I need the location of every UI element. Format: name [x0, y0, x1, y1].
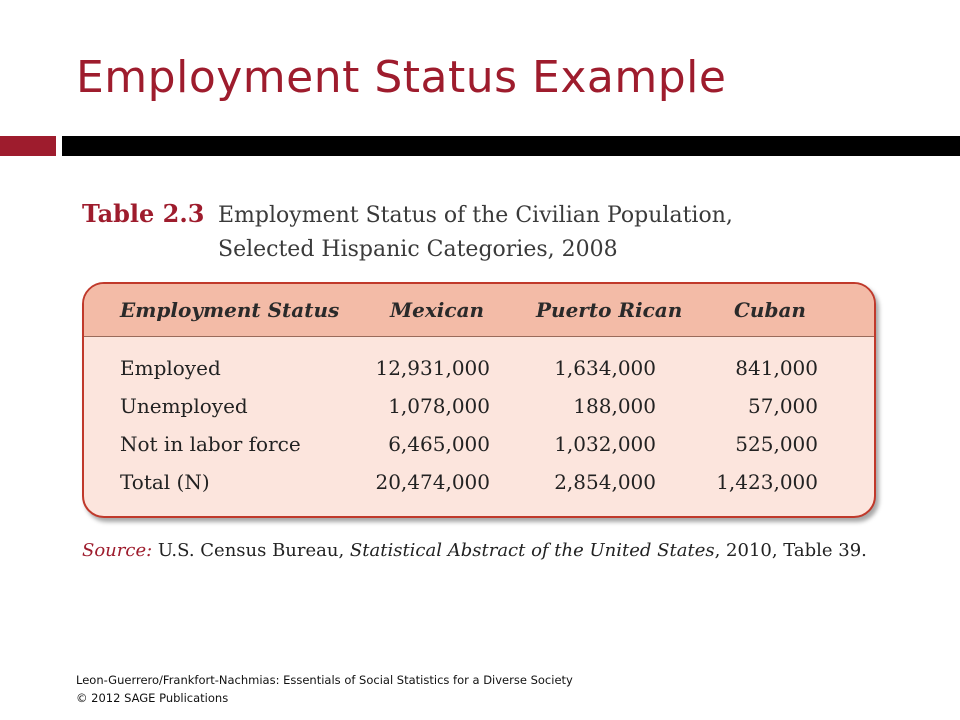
title-accent-bar [0, 136, 56, 156]
footer-citation: Leon-Guerrero/Frankfort-Nachmias: Essentials of Social Statistics for a Diverse Society [76, 673, 573, 687]
table-caption-line1: Employment Status of the Civilian Population, [218, 203, 733, 228]
data-table [82, 282, 876, 518]
cell-cuban: 525,000 [735, 432, 818, 456]
source-text-after: , 2010, Table 39. [714, 540, 867, 561]
cell-cuban: 57,000 [748, 394, 818, 418]
source-note [82, 540, 867, 561]
source-text-before: U.S. Census Bureau, [152, 540, 350, 561]
cell-cuban: 841,000 [735, 356, 818, 380]
cell-cuban: 1,423,000 [716, 470, 818, 494]
cell-status: Employed [120, 356, 221, 380]
source-label: Source: [82, 540, 153, 561]
source-publication-title: Statistical Abstract of the United States [349, 540, 715, 561]
cell-mexican: 12,931,000 [375, 356, 490, 380]
table-label: Table 2.3 [82, 199, 205, 228]
column-header-employment-status: Employment Status [120, 298, 340, 322]
cell-status: Not in labor force [120, 432, 301, 456]
cell-mexican: 20,474,000 [375, 470, 490, 494]
cell-puerto-rican: 1,634,000 [554, 356, 656, 380]
column-header-mexican: Mexican [390, 298, 485, 322]
cell-mexican: 1,078,000 [388, 394, 490, 418]
column-header-puerto-rican: Puerto Rican [536, 298, 683, 322]
cell-puerto-rican: 188,000 [573, 394, 656, 418]
title-divider-bar [62, 136, 960, 156]
slide-footer [76, 671, 573, 707]
table-caption-line2: Selected Hispanic Categories, 2008 [218, 237, 618, 262]
footer-copyright: © 2012 SAGE Publications [76, 691, 229, 705]
cell-puerto-rican: 2,854,000 [554, 470, 656, 494]
cell-puerto-rican: 1,032,000 [554, 432, 656, 456]
table-header-row [84, 284, 874, 337]
slide-title: Employment Status Example [76, 52, 727, 103]
table-caption [218, 199, 733, 267]
column-header-cuban: Cuban [734, 298, 806, 322]
cell-status: Unemployed [120, 394, 248, 418]
cell-mexican: 6,465,000 [388, 432, 490, 456]
cell-status: Total (N) [120, 470, 210, 494]
